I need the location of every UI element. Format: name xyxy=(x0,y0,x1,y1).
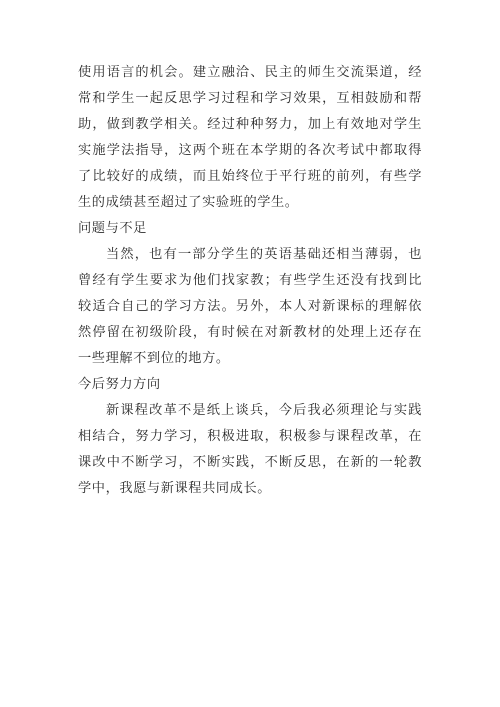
document-body xyxy=(78,60,422,502)
section-heading-future-direction: 今后努力方向 xyxy=(78,377,161,392)
paragraph-problems: 当然，也有一部分学生的英语基础还相当薄弱，也曾经有学生要求为他们找家教；有些学生还没有找到比较适合自己的学习方法。另外，本人对新课标的理解依然停留在初级阶段，有时候在对新教材的处理上还存在一些理解不到位的地方。 xyxy=(78,247,422,366)
paragraph-continuation: 使用语言的机会。建立融洽、民主的师生交流渠道，经常和学生一起反思学习过程和学习效果，互相鼓励和帮助，做到教学相关。经过种种努力，加上有效地对学生实施学法指导，这两个班在本学期的各次考试中都取得了比较好的成绩，而且始终位于平行班的前列，有些学生的成绩甚至超过了实验班的学生。 xyxy=(78,65,422,210)
section-heading-problems: 问题与不足 xyxy=(78,221,147,236)
paragraph-future-direction: 新课程改革不是纸上谈兵，今后我必须理论与实践相结合，努力学习，积极进取，积极参与课程改革，在课改中不断学习，不断实践，不断反思，在新的一轮教学中，我愿与新课程共同成长。 xyxy=(78,403,422,496)
